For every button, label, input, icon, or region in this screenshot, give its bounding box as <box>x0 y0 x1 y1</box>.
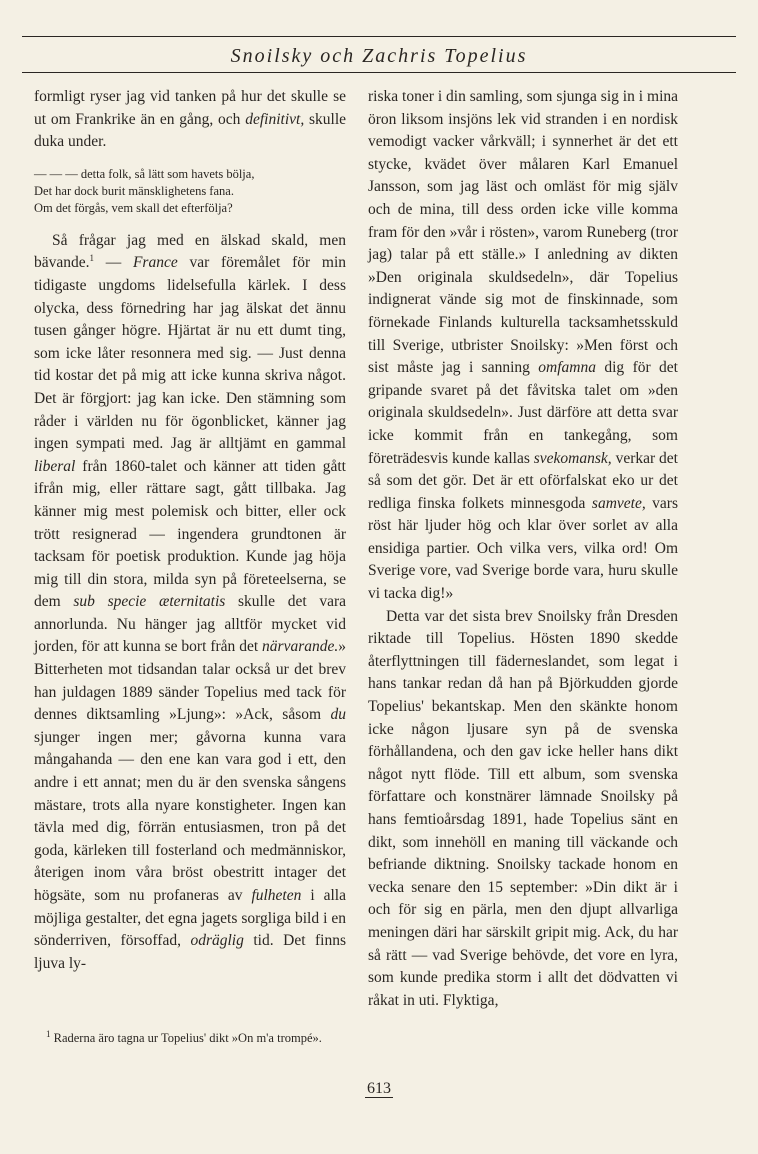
footnote-text: Raderna äro tagna ur Topelius' dikt »On m'a trompé». <box>50 1031 322 1045</box>
poem-quote <box>34 166 346 217</box>
footnote-marker: 1 <box>46 1028 51 1039</box>
poem-line: — — — detta folk, så lätt som havets bölja, <box>34 166 255 181</box>
running-head: Snoilsky och Zachris Topelius <box>230 45 528 67</box>
footnote-reference: 1 <box>89 253 95 264</box>
left-column <box>34 86 346 975</box>
right-paragraph-1: riska toner i din samling, som sjunga sig in i mina öron liksom insjöns lek vid stranden i en nordisk vemodigt vacker vårkväll; i synnerhet är det ett stycke, kvädet över målaren Karl Emanuel Jansson, som jag läst och omläst för mig själv och de mina, till dess orden icke ville komma fram för den »vår i rösten», varom Runeberg (tror jag) talar på ett ställe.» I anledning av dikten »Den originala skuldsedeln», där Topelius indignerat vände sig mot de finskinnade, som förnekade Finlands kulturella tacksamhetsskuld till Sverige, utbrister Snoilsky: »Men först och sist måste jag i sanning omfamna dig för det gripande svaret på det fåvitska talet om »den originala skuldsedeln». Just därföre att detta svar icke kommit från en tankegång, som företrädesvis kunde kallas svekomansk, verkar det så som det gör. Det är ett oförfalskat eko ur det redliga finska folkets minnesgoda samvete, vars röst här ljuder hög och klar över sorlet av alla ensidiga partier. Och vilka vers, vilka ord! Om Sverige vore, vad Sverige borde vara, huru skulle vi tacka dig!» <box>368 88 678 603</box>
footnote <box>34 1030 346 1047</box>
left-paragraph-2: Så frågar jag med en älskad skald, men bävande.$^1$ — France var föremålet för min tidigaste ungdoms lidelsefulla kärlek. I dess olycka, dess förnedring har jag älskat det ännu tusen gånger högre. Hjärtat är nu ett dumt ting, som icke låter resonnera med sig. — Just denna tid kostar det på mig att icke kunna skriva något. Det är förgjort: jag kan icke. Den stämning som råder i världen nu för ögonblicket, känner jag ingen sympati med. Jag är alltjämt en gammal liberal från 1860-talet och känner att tiden gått ifrån mig, eller rättare sagt, gått tillbaka. Jag känner mig mest polemisk och bitter, eller ock trött resignerad — ingendera grundtonen är tacksam för poetisk produktion. Kunde jag höja mig till din stora, milda syn på företeelserna, se dem sub specie æternitatis skulle det vara annorlunda. Nu hänger jag alltför mycket vid jorden, för att kunna se bort från det närvarande.» Bitterheten mot tidsandan talar också ur det brev han juldagen 1889 sänder Topelius med tack för dennes diktsamling »Ljung»: »Ack, såsom du sjunger ingen mer; gåvorna kunna vara mångahanda — den ene kan vara god i ett, den andre i ett annat; men du är den svenska sångens mästare, trots alla nyare konstigheter. Ingen kan tävla med dig, förrän entusiasmen, tron på det goda, kärleken till fosterland och medmänniskor, återigen inom våra bröst obestritt intager det högsäte, som nu profaneras av fulheten i alla möjliga gestalter, det egna jagets sorgliga bild i en sönderriven, försoffad, odräglig tid. Det finns ljuva ly- <box>34 231 347 972</box>
right-column <box>368 86 678 1012</box>
poem-line: Det har dock burit mänsklighetens fana. <box>34 183 234 198</box>
poem-line: Om det förgås, vem skall det efterfölja? <box>34 200 233 215</box>
header-bottom-rule <box>22 72 736 73</box>
header-top-rule <box>22 36 736 37</box>
left-paragraph-1: formligt ryser jag vid tanken på hur det skulle se ut om Frankrike än en gång, och definitivt, skulle duka under. <box>34 88 347 151</box>
right-paragraph-2: Detta var det sista brev Snoilsky från Dresden riktade till Topelius. Hösten 1890 skedde återflyttningen till fäderneslandet, som legat i hans tankar redan då han på Björkudden gjorde Topelius' bekantskap. Men den skänkte honom icke någon ljusare syn på de svenska förhållandena, och den gav icke heller hans dikt något nytt flöde. Till ett album, som svenska författare och konstnärer lämnade Snoilsky på hans femtioårsdag 1891, hade Topelius sänt en dikt, som innehöll en maning till väckande och befriande diktning. Snoilsky tackade honom en vecka senare den 15 september: »Din dikt är i och för sig en pärla, men den djupt allvarliga meningen däri har särskilt gripit mig. Ack, du har så rätt — vad Sverige behövde, det vore en lyra, som kunde predika storm i allt det dödvatten vi råkat in uti. Flyktiga, <box>368 607 678 1009</box>
page-number: 613 <box>367 1080 391 1097</box>
